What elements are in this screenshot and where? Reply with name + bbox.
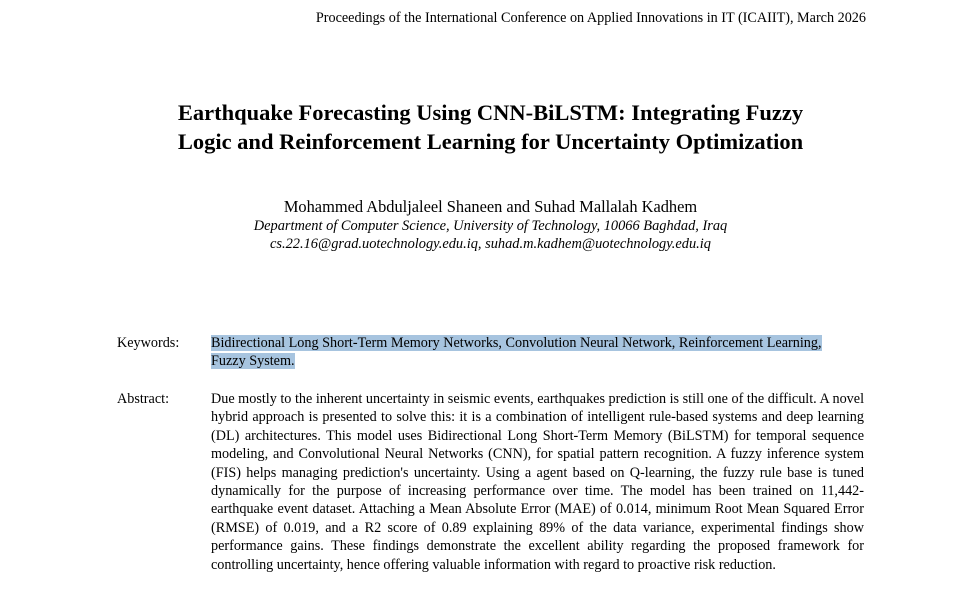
author-names: Mohammed Abduljaleel Shaneen and Suhad Mallalah Kadhem <box>283 197 698 216</box>
keywords-line-2[interactable]: Fuzzy System. <box>211 353 295 370</box>
paper-title <box>0 99 972 156</box>
abstract-label: Abstract: <box>117 391 170 407</box>
abstract-text: Due mostly to the inherent uncertainty in seismic events, earthquakes prediction is still one of the difficult. A novel hybrid approach is presented to solve this: it is a combination of intelligent rule-based systems and deep learning (DL) architectures. This model uses Bidirectional Long Short-Term Memory (BiLSTM) for temporal sequence modeling, and Convolutional Neural Networks (CNN), for spatial pattern recognition. A fuzzy inference system (FIS) helps managing prediction's uncertainty. Using a agent based on Q-learning, the fuzzy rule base is tuned dynamically for the purpose of increasing performance over time. The model has been trained on 11,442-earthquake event dataset. Attaching a Mean Absolute Error (MAE) of 0.014, minimum Root Mean Squared Error (RMSE) of 0.019, and a R2 score of 0.89 explaining 89% of the data variance, experimental findings show performance gains. These findings demonstrate the excellent ability regarding the proposed framework for controlling uncertainty, hence offering valuable information with regard to proactive risk reduction. <box>211 391 865 573</box>
author-emails: cs.22.16@grad.uotechnology.edu.iq, suhad.m.kadhem@uotechnology.edu.iq <box>270 236 711 252</box>
title-line-1: Earthquake Forecasting Using CNN-BiLSTM: Integrating Fuzzy <box>177 100 804 125</box>
keywords-text[interactable] <box>211 334 867 370</box>
keywords-line-1[interactable]: Bidirectional Long Short-Term Memory Networks, Convolution Neural Network, Reinforcement Learning, <box>211 335 822 351</box>
keywords-label: Keywords: <box>117 335 180 351</box>
title-line-2: Logic and Reinforcement Learning for Uncertainty Optimization <box>177 128 804 154</box>
author-affiliation: Department of Computer Science, University of Technology, 10066 Baghdad, Iraq <box>253 218 728 234</box>
proceedings-header: Proceedings of the International Conference on Applied Innovations in IT (ICAIIT), March 2026 <box>315 10 866 26</box>
